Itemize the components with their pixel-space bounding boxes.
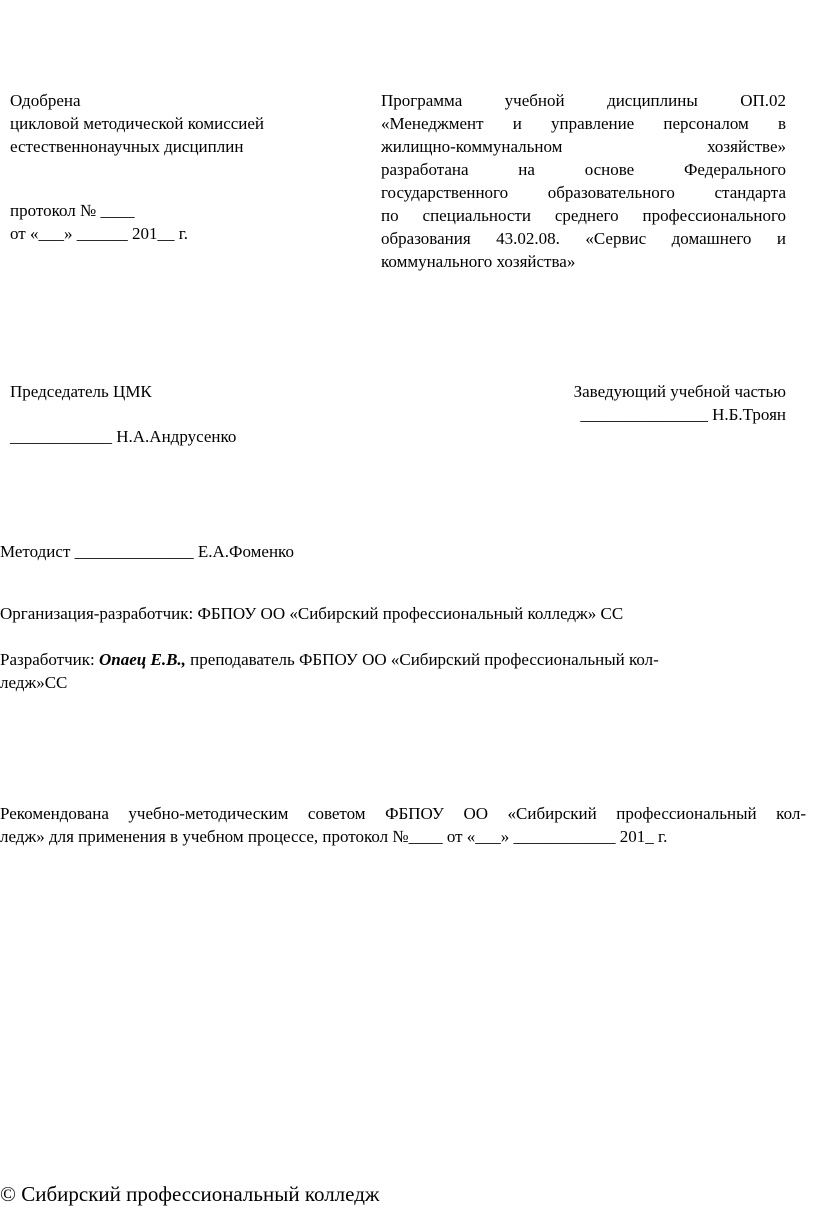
developer-line-1 bbox=[0, 648, 760, 671]
program-line: образования 43.02.08. «Сервис домашнего и bbox=[381, 229, 786, 248]
chair-title: Председатель ЦМК bbox=[10, 382, 152, 401]
developer-position: преподаватель ФБПОУ ОО «Сибирский профессиональный кол- bbox=[185, 650, 659, 669]
organization-block bbox=[0, 602, 816, 625]
organization-developer: Организация-разработчик: ФБПОУ ОО «Сибирский профессиональный колледж» СС bbox=[0, 604, 624, 623]
copyright-text: © Сибирский профессиональный колледж bbox=[0, 1182, 380, 1206]
head-of-studies-block bbox=[450, 380, 786, 426]
chair-signature-block bbox=[10, 425, 340, 448]
recommendation-line-1: Рекомендована учебно-методическим советом ФБПОУ ОО «Сибирский профессиональный кол- bbox=[0, 804, 806, 823]
program-line: жилищно-коммунальном хозяйстве» bbox=[381, 137, 786, 156]
head-of-studies-title: Заведующий учебной частью bbox=[573, 382, 786, 401]
methodist-block bbox=[0, 540, 816, 563]
approval-block bbox=[10, 89, 340, 158]
developer-line-2: ледж»СС bbox=[0, 673, 68, 692]
program-line: государственного образовательного стандарта bbox=[381, 183, 786, 202]
recommendation-line-2: ледж» для применения в учебном процессе, протокол №____ от «___» ____________ 201_ г. bbox=[0, 827, 668, 846]
methodist-signature: Методист ______________ Е.А.Фоменко bbox=[0, 542, 294, 561]
program-line: Программа учебной дисциплины ОП.02 bbox=[381, 91, 786, 110]
approval-disciplines: естественнонаучных дисциплин bbox=[10, 137, 244, 156]
developer-name: Опаец Е.В., bbox=[99, 650, 186, 669]
head-of-studies-signature: _______________ Н.Б.Троян bbox=[580, 405, 786, 424]
program-line: разработана на основе Федерального bbox=[381, 160, 786, 179]
copyright-block bbox=[0, 1181, 379, 1207]
program-line: «Менеджмент и управление персоналом в bbox=[381, 114, 786, 133]
program-line-last: коммунального хозяйства» bbox=[381, 252, 576, 271]
approval-protocol-number: протокол № ____ bbox=[10, 201, 135, 220]
program-description bbox=[381, 89, 786, 273]
approval-commission: цикловой методической комиссией bbox=[10, 114, 265, 133]
developer-label: Разработчик: bbox=[0, 650, 99, 669]
chair-signature: ____________ Н.А.Андрусенко bbox=[10, 427, 237, 446]
approval-title: Одобрена bbox=[10, 91, 81, 110]
chair-title-block bbox=[10, 380, 340, 403]
developer-block bbox=[0, 648, 760, 694]
approval-protocol-block bbox=[10, 199, 340, 245]
approval-protocol-date: от «___» ______ 201__ г. bbox=[10, 224, 189, 243]
program-line: по специальности среднего профессионального bbox=[381, 206, 786, 225]
recommendation-block bbox=[0, 802, 806, 848]
